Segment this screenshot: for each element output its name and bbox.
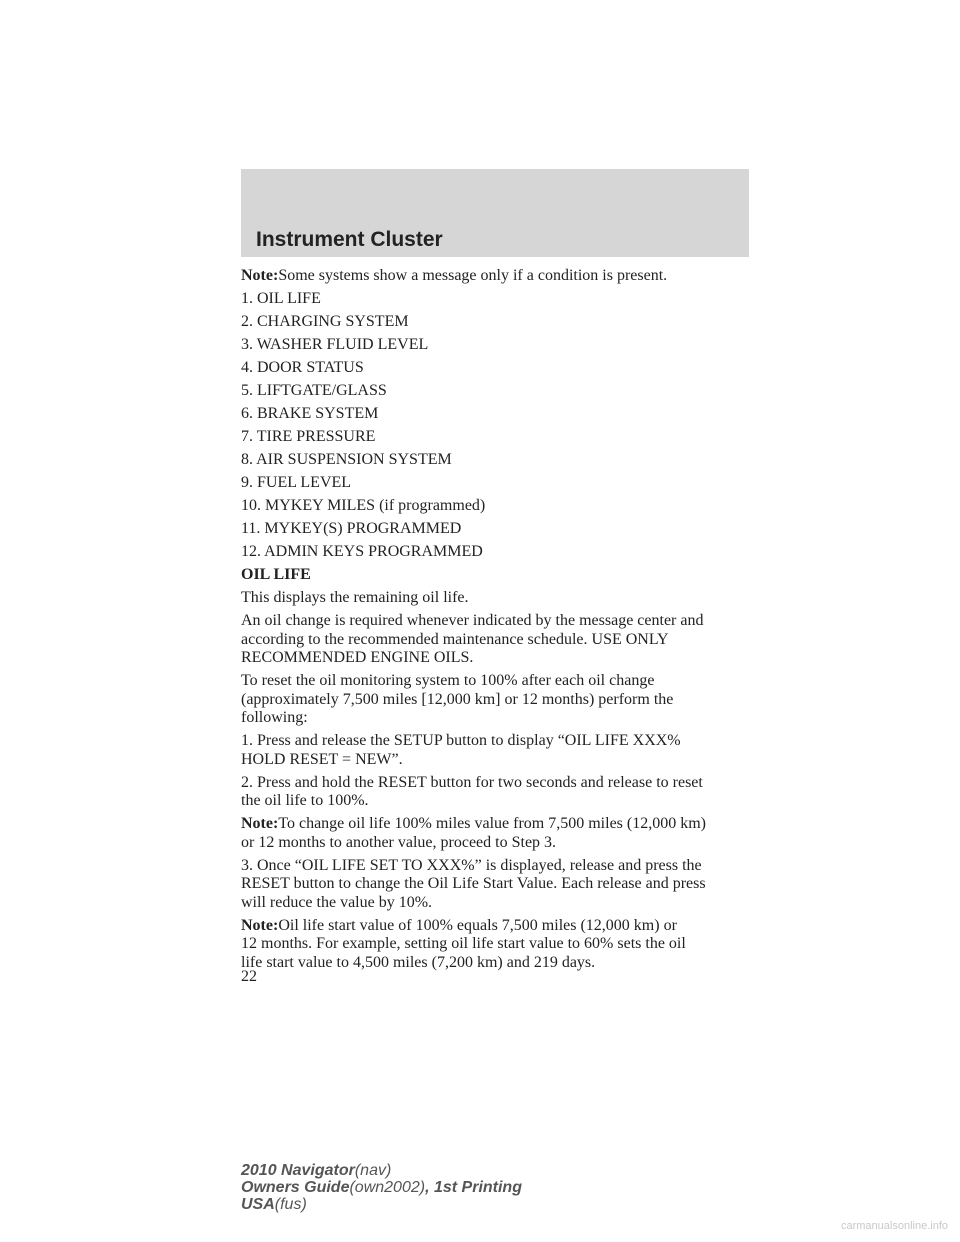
footer-region: USA: [241, 1196, 275, 1213]
section-title: Instrument Cluster: [256, 228, 443, 251]
list-item: 5. LIFTGATE/GLASS: [241, 382, 387, 399]
note-paragraph: [241, 267, 761, 286]
step-3: [241, 857, 761, 913]
text-line: RESET button to change the Oil Life Start Value. Each release and press: [241, 875, 706, 892]
text-line: (approximately 7,500 miles [12,000 km] or 12 months) perform the: [241, 690, 674, 708]
text-line: HOLD RESET = NEW”.: [241, 750, 403, 768]
oil-change-paragraph: [241, 612, 761, 668]
text-line: following:: [241, 709, 308, 726]
text-line: 1. Press and release the SETUP button to display “OIL LIFE XXX%: [241, 732, 681, 749]
list-item: 9. FUEL LEVEL: [241, 474, 352, 491]
note-text: Some systems show a message only if a condition is present.: [278, 267, 668, 284]
list-item: 7. TIRE PRESSURE: [241, 428, 376, 445]
footer-model: 2010 Navigator: [241, 1162, 355, 1179]
print-footer: [241, 1162, 522, 1213]
text-line: will reduce the value by 10%.: [241, 893, 433, 911]
page-number: 22: [241, 968, 257, 985]
text-line: To change oil life 100% miles value from 7,500 miles (12,000 km): [278, 815, 706, 832]
footer-line: [241, 1179, 522, 1196]
oil-life-intro: This displays the remaining oil life.: [241, 589, 469, 606]
text-line: Oil life start value of 100% equals 7,500 miles (12,000 km) or: [278, 916, 677, 934]
footer-guide: Owners Guide: [241, 1179, 350, 1196]
text-line: the oil life to 100%.: [241, 792, 369, 809]
note-label: Note:: [241, 916, 279, 934]
list-item: 10. MYKEY MILES (if programmed): [241, 497, 486, 514]
text-line: 2. Press and hold the RESET button for two seconds and release to reset: [241, 773, 703, 791]
list-item: 6. BRAKE SYSTEM: [241, 405, 379, 422]
text-line: according to the recommended maintenance schedule. USE ONLY: [241, 630, 669, 648]
text-line: or 12 months to another value, proceed to Step 3.: [241, 833, 557, 851]
text-line: 3. Once “OIL LIFE SET TO XXX%” is displayed, release and press the: [241, 856, 702, 874]
list-item: 1. OIL LIFE: [241, 290, 321, 307]
note-label: Note:: [241, 815, 279, 832]
page-body: [241, 267, 761, 977]
step-2: [241, 774, 761, 811]
oil-life-heading: OIL LIFE: [241, 566, 311, 583]
step-1: [241, 732, 761, 769]
reset-paragraph: [241, 672, 761, 728]
list-item: 2. CHARGING SYSTEM: [241, 313, 409, 330]
footer-code: (own2002): [349, 1179, 426, 1196]
footer-code: (fus): [274, 1196, 307, 1213]
footer-printing: , 1st Printing: [425, 1179, 522, 1196]
text-line: RECOMMENDED ENGINE OILS.: [241, 649, 474, 666]
watermark: carmanualsonline.info: [840, 1220, 948, 1232]
note-paragraph: [241, 917, 761, 973]
list-item: 11. MYKEY(S) PROGRAMMED: [241, 520, 462, 537]
text-line: life start value to 4,500 miles (7,200 km) and 219 days.: [241, 953, 596, 971]
footer-line: [241, 1196, 522, 1213]
note-label: Note:: [241, 267, 279, 284]
text-line: An oil change is required whenever indicated by the message center and: [241, 612, 704, 629]
list-item: 8. AIR SUSPENSION SYSTEM: [241, 451, 452, 468]
footer-code: (nav): [354, 1162, 392, 1179]
list-item: 3. WASHER FLUID LEVEL: [241, 336, 429, 353]
footer-line: [241, 1162, 522, 1179]
text-line: To reset the oil monitoring system to 100% after each oil change: [241, 672, 655, 689]
list-item: 12. ADMIN KEYS PROGRAMMED: [241, 543, 483, 560]
text-line: 12 months. For example, setting oil life start value to 60% sets the oil: [241, 935, 686, 952]
list-item: 4. DOOR STATUS: [241, 359, 364, 376]
note-paragraph: [241, 815, 761, 852]
